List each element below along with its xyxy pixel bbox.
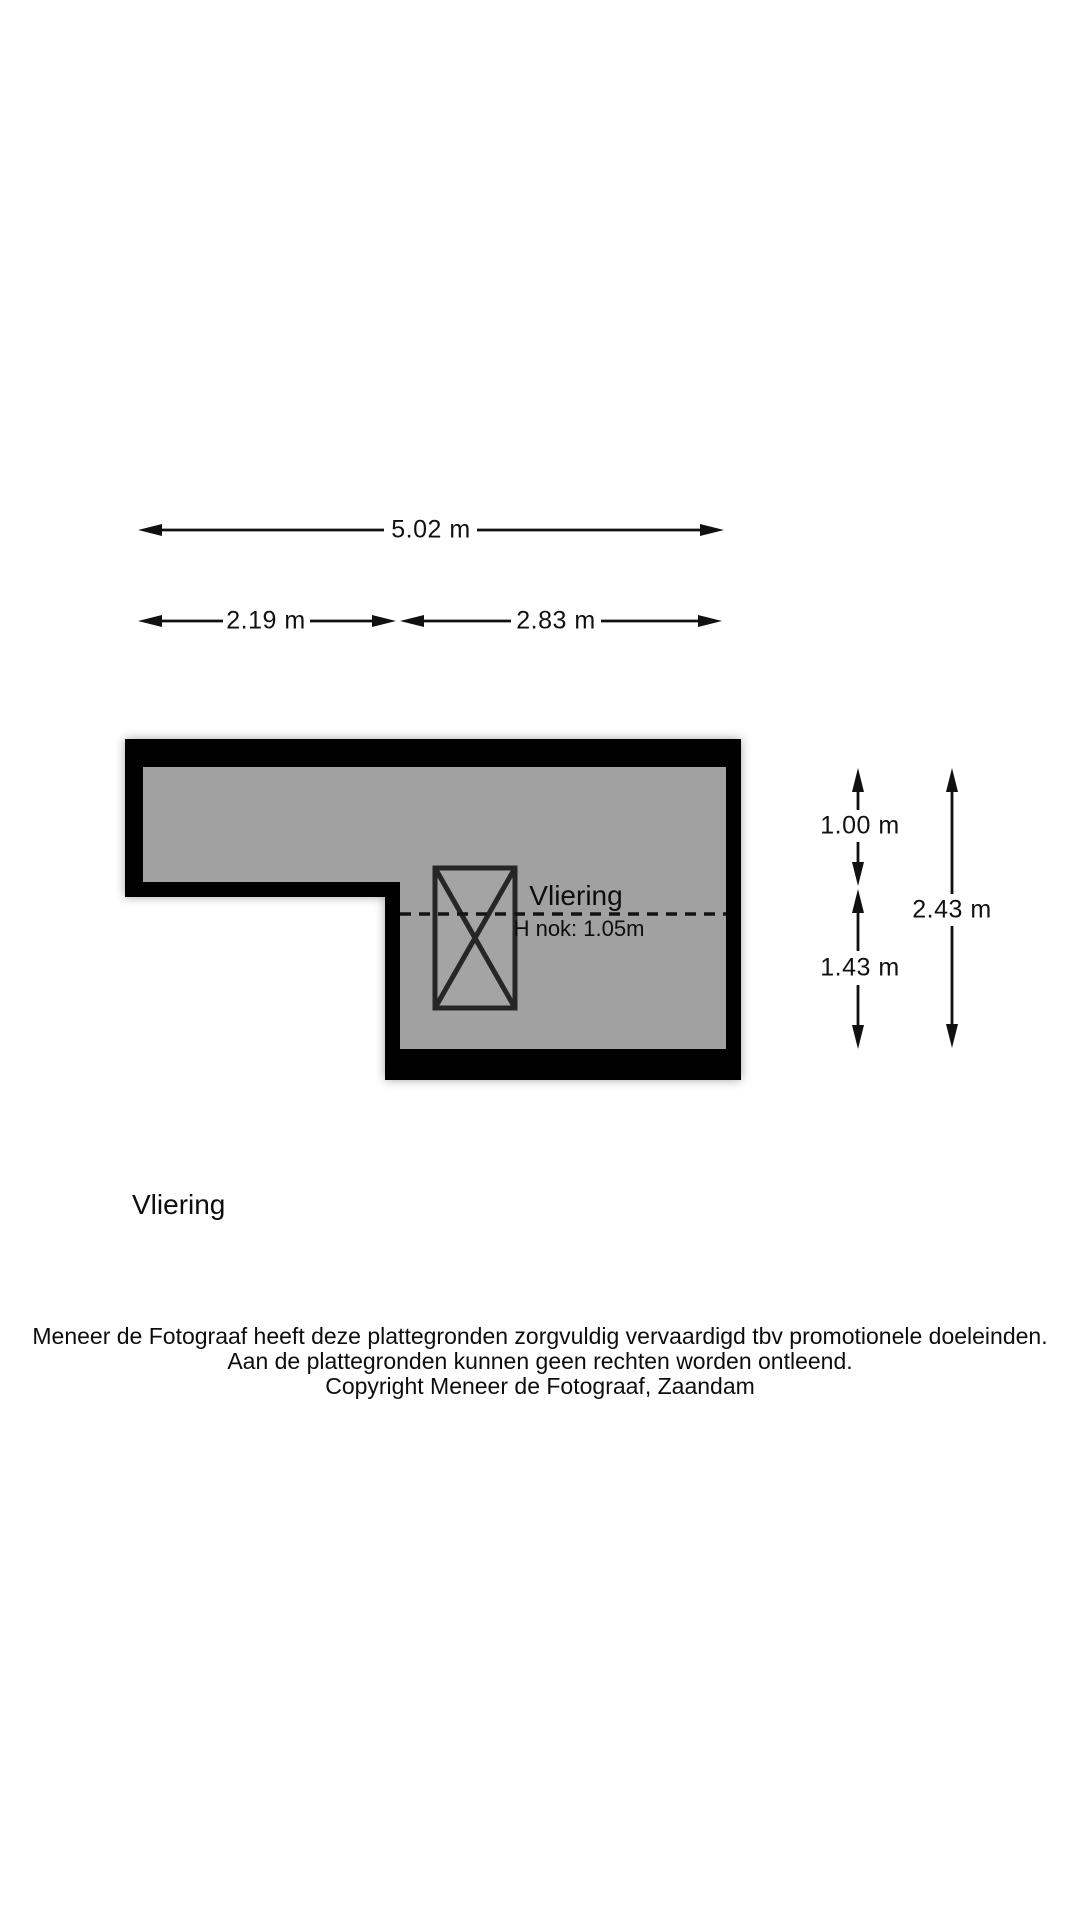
arrow-right-icon [372, 615, 396, 627]
arrow-down-icon [852, 862, 864, 886]
room-name-label: Vliering [529, 880, 623, 911]
dim-label-width-left: 2.19 m [226, 606, 306, 635]
cross-hatch-symbol [435, 868, 515, 1008]
footer-line-2: Aan de plattegronden kunnen geen rechten worden ontleend. [227, 1348, 853, 1374]
dim-label-height-bottom: 1.43 m [820, 953, 900, 982]
ridge-height-label: H nok: 1.05m [513, 916, 645, 941]
dim-label-height-total: 2.43 m [912, 895, 992, 924]
floor-title: Vliering [132, 1189, 226, 1220]
arrow-left-icon [400, 615, 424, 627]
dim-label-width-right: 2.83 m [516, 606, 596, 635]
arrow-down-icon [946, 1024, 958, 1048]
footer-line-3: Copyright Meneer de Fotograaf, Zaandam [325, 1373, 755, 1399]
arrow-down-icon [852, 1025, 864, 1049]
footer-line-1: Meneer de Fotograaf heeft deze plattegronden zorgvuldig vervaardigd tbv promotionele doeleinden. [32, 1323, 1048, 1349]
dim-label-height-top: 1.00 m [820, 811, 900, 840]
dim-label-total-width: 5.02 m [391, 515, 471, 544]
arrow-right-icon [698, 615, 722, 627]
arrow-right-icon [700, 524, 724, 536]
footer-disclaimer [0, 1324, 1080, 1399]
